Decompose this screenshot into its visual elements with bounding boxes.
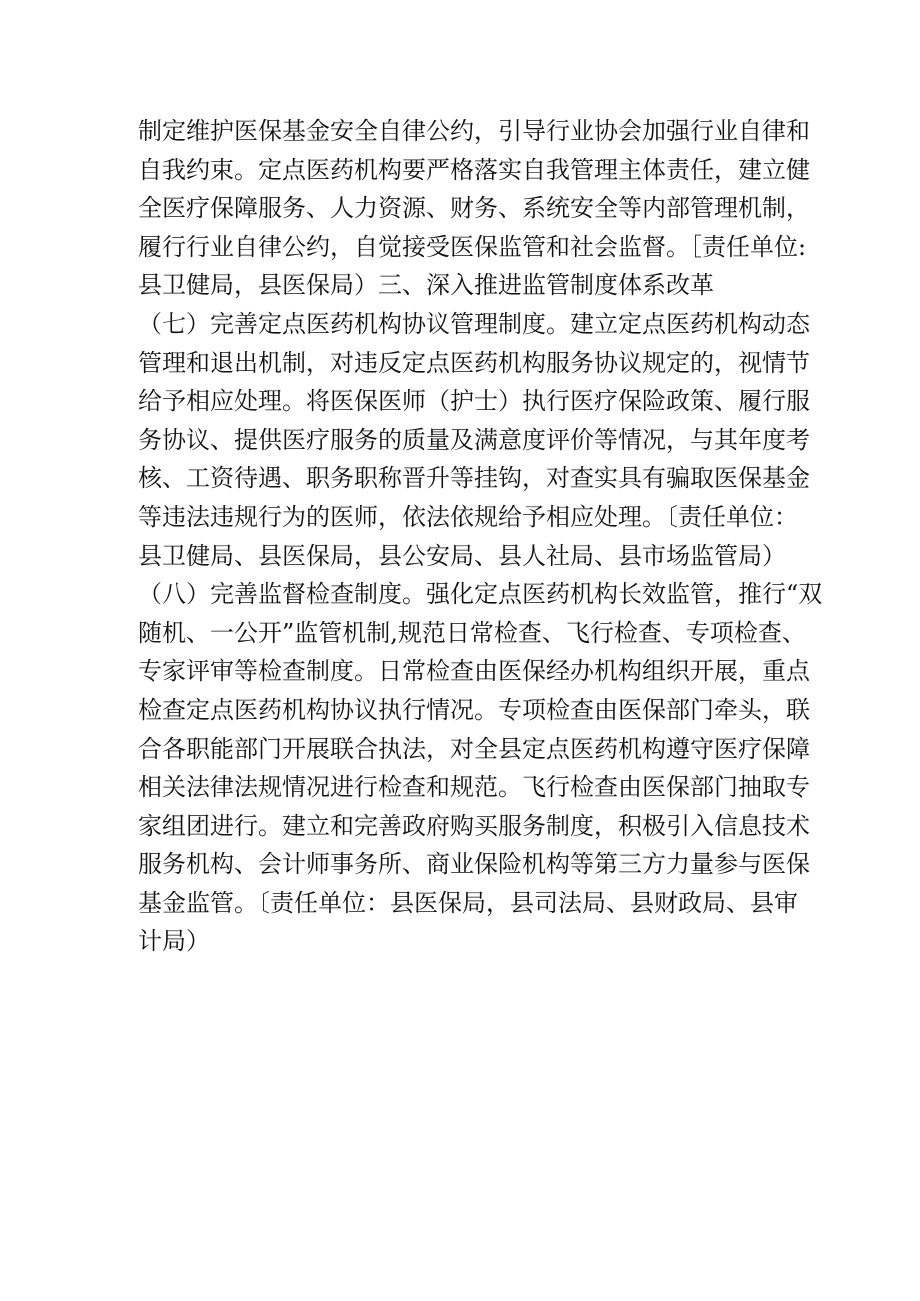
text-line: （八）完善监督检查制度。强化定点医药机构长效监管，推行“双: [138, 580, 823, 609]
text-line: 合各职能部门开展联合执法，对全县定点医药机构遵守医疗保障: [138, 734, 810, 763]
text-line: 自我约束。定点医药机构要严格落实自我管理主体责任，建立健: [138, 155, 810, 184]
text-line: 核、工资待遇、职务职称晋升等挂钩，对查实具有骗取医保基金: [138, 464, 810, 493]
text-line: 履行行业自律公约，自觉接受医保监管和社会监督。［责任单位:: [138, 232, 807, 261]
text-line: （七）完善定点医药机构协议管理制度。建立定点医药机构动态: [138, 309, 810, 338]
text-line: 专家评审等检查制度。日常检查由医保经办机构组织开展，重点: [138, 657, 810, 686]
text-line: 计局）: [138, 927, 210, 956]
text-line: 等违法违规行为的医师，依法依规给予相应处理。〔责任单位：: [138, 502, 798, 531]
text-line: 制定维护医保基金安全自律公约，引导行业协会加强行业自律和: [138, 117, 810, 145]
text-line: 相关法律法规情况进行检查和规范。飞行检查由医保部门抽取专: [138, 773, 810, 802]
document-body: [138, 112, 823, 961]
text-line: 基金监管。〔责任单位：县医保局，县司法局、县财政局、县审: [138, 888, 798, 917]
text-line: 给予相应处理。将医保医师（护士）执行医疗保险政策、履行服: [138, 387, 810, 416]
text-line: 管理和退出机制，对违反定点医药机构服务协议规定的，视情节: [138, 348, 810, 377]
text-line: 县卫健局、县医保局，县公安局、县人社局、县市场监管局）: [138, 541, 786, 570]
text-line: 检查定点医药机构协议执行情况。专项检查由医保部门牵头，联: [138, 695, 810, 724]
section-heading-line: 县卫健局，县医保局）三、深入推进监管制度体系改革: [138, 271, 714, 300]
text-line: 全医疗保障服务、人力资源、财务、系统安全等内部管理机制，: [138, 194, 810, 223]
text-line: 家组团进行。建立和完善政府购买服务制度，积极引入信息技术: [138, 811, 810, 840]
text-line: 务协议、提供医疗服务的质量及满意度评价等情况，与其年度考: [138, 425, 810, 454]
text-line: 随机、一公开”监管机制,规范日常检查、飞行检查、专项检查、: [138, 618, 806, 647]
text-line: 服务机构、会计师事务所、商业保险机构等第三方力量参与医保: [138, 850, 810, 879]
